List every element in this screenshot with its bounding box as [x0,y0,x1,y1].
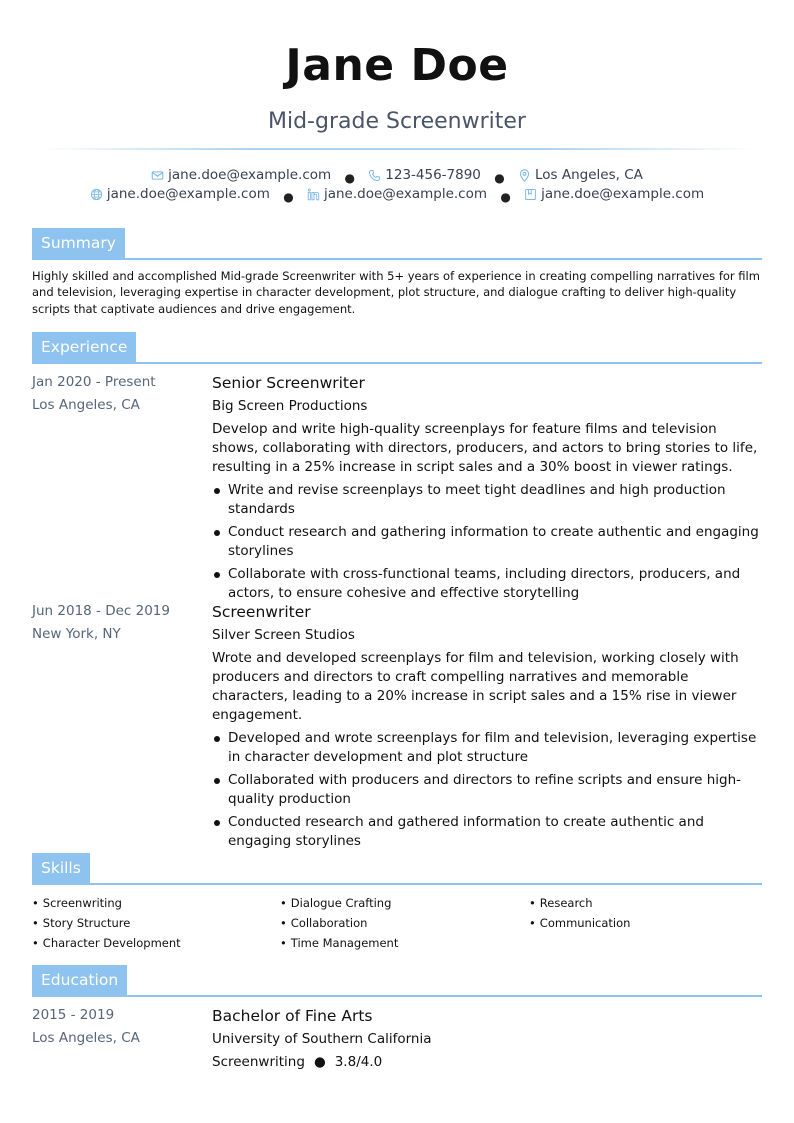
skills-column [529,893,777,933]
skill-item: • Dialogue Crafting [280,893,528,913]
job-bullet: Conducted research and gathered information to create authentic and engaging storylines [212,813,762,851]
job-description: Wrote and developed screenplays for film and television, working closely with producers and directors to craft compelling narratives and memorable characters, leading to a 20% increase in script sales and a 15% rise in viewer engagement. [212,650,739,723]
location-pin-icon [518,169,531,182]
contact-portfolio-text: jane.doe@example.com [541,186,705,202]
education-degree: Bachelor of Fine Arts [212,1007,373,1025]
job-entry [212,373,762,607]
contact-email-text: jane.doe@example.com [168,167,332,183]
contact-phone[interactable] [368,165,481,185]
contact-email[interactable] [151,165,331,185]
skill-item: • Story Structure [32,913,280,933]
experience-heading: Experience [32,332,136,363]
skills-column [32,893,280,953]
contact-line-2 [0,184,794,207]
section-rule [32,883,762,885]
header-divider [40,148,754,150]
contact-linkedin-text: jane.doe@example.com [323,186,488,202]
candidate-role: Mid-grade Screenwriter [268,109,526,134]
experience-section-header [32,332,762,364]
summary-section-header [32,228,762,260]
job-title: Screenwriter [212,603,311,621]
bookmark-icon [524,188,537,201]
job-bullet: Conduct research and gathering information to create authentic and engaging storylines [212,523,762,561]
contact-phone-text: 123-456-7890 [385,167,481,183]
job-dates: Jan 2020 - Present [32,374,156,390]
contact-portfolio[interactable] [524,184,704,204]
separator-dot: ● [344,170,355,185]
skills-section-header [32,853,762,885]
education-location: Los Angeles, CA [32,1030,140,1046]
summary-heading: Summary [32,228,125,259]
job-bullet: Collaborated with producers and directors to refine scripts and ensure high-quality production [212,771,762,809]
job-location: Los Angeles, CA [32,397,140,413]
phone-icon [368,169,381,182]
education-field: Screenwriting [212,1054,305,1070]
education-details [212,1053,762,1071]
contact-website-text: jane.doe@example.com [106,186,270,202]
job-company: Big Screen Productions [212,398,368,414]
job-meta [32,373,202,419]
job-bullet: Write and revise screenplays to meet tight deadlines and high production standards [212,481,762,519]
mail-icon [151,169,164,182]
job-entry [212,602,762,855]
job-description: Develop and write high-quality screenplays for feature films and television shows, collaborating with directors, producers, and actors to bring stories to life, resulting in a 25% increase in script sales and a 30% boost in viewer ratings. [212,421,758,475]
job-bullets [212,481,762,603]
job-dates: Jun 2018 - Dec 2019 [32,603,170,619]
separator-dot: ● [500,189,511,204]
globe-icon [90,188,103,201]
skill-item: • Character Development [32,933,280,953]
job-title: Senior Screenwriter [212,374,365,392]
separator-dot: ● [313,1054,326,1070]
summary-text: Highly skilled and accomplished Mid-grade Screenwriter with 5+ years of experience in creating compelling narratives for film and television, leveraging expertise in character development, plot structure, and dialogue crafting to deliver high-quality scripts that captivate audiences and drive engagement. [32,269,760,316]
skills-heading: Skills [32,853,90,884]
job-bullet: Developed and wrote screenplays for film and television, leveraging expertise in character development and plot structure [212,729,762,767]
section-rule [32,258,762,260]
education-school: University of Southern California [212,1031,432,1047]
education-section-header [32,965,762,997]
education-dates: 2015 - 2019 [32,1007,115,1023]
contact-location [518,165,643,185]
job-meta [32,602,202,648]
linkedin-icon [307,188,320,201]
education-gpa: 3.8/4.0 [334,1054,383,1070]
candidate-name: Jane Doe [285,40,509,91]
education-entry [212,1006,762,1071]
section-rule [32,995,762,997]
contact-location-text: Los Angeles, CA [534,167,643,183]
education-heading: Education [32,965,127,996]
job-company: Silver Screen Studios [212,627,355,643]
skill-item: • Screenwriting [32,893,280,913]
skills-column [280,893,528,953]
contact-website[interactable] [90,184,270,204]
job-bullet: Collaborate with cross-functional teams, including directors, producers, and actors, to ensure cohesive and effective storytelling [212,565,762,603]
skill-item: • Collaboration [280,913,528,933]
skill-item: • Time Management [280,933,528,953]
job-location: New York, NY [32,626,121,642]
contact-linkedin[interactable] [307,184,487,204]
skill-item: • Research [529,893,777,913]
skill-item: • Communication [529,913,777,933]
job-bullets [212,729,762,851]
education-meta [32,1006,202,1052]
separator-dot: ● [494,170,505,185]
section-rule [32,362,762,364]
separator-dot: ● [283,189,294,204]
